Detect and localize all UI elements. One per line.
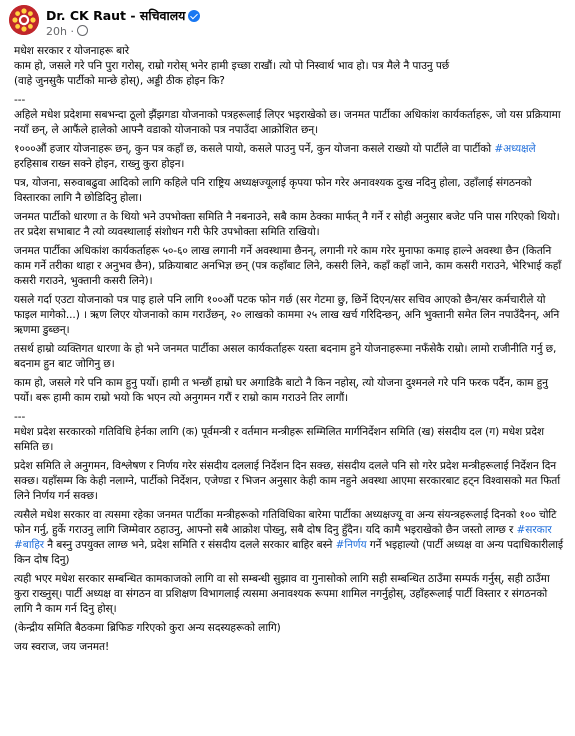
paragraph-text: गर्ने भइहाल्यो (पार्टी अध्यक्ष वा अन्य पदाधिकारीलाई किन दोष दिनु): [14, 539, 563, 566]
paragraph-cadres-capacity: जनमत पार्टीका अधिकांश कार्यकर्ताहरू ५०-६० लाख लगानी गर्ने अवस्थामा छैनन्, लगानी गरे काम गरेर मुनाफा कमाइ हाल्ने अवस्था छैन (कितनि काम गर्ने तरीका थाहा र अनुभव छैन), प्रक्रियाबाट अनभिज्ञ छन् (पत्र कहाँबाट लिने, कसरी लिने, कहाँ कहाँ जाने, काम कसरी गराउने, भेरिभाई कहाँ कसरी गराउने, भुक्तानी कसरी लिने)।: [14, 245, 561, 287]
paragraph-briefing-note: (केन्द्रीय समिति बैठकमा ब्रिफिङ गरिएको कुरा अन्य सदस्यहरूको लागि): [14, 622, 281, 634]
paragraph-text: हरहिसाब राख्न सक्ने होइन, राख्नु कुरा होइन।: [14, 158, 185, 170]
intro-title: मधेश सरकार र योजनाहरू बारे: [14, 45, 130, 57]
globe-icon: [77, 25, 88, 36]
intro-line-3: (वाहे जुनसुकै पार्टीको मान्छे होस्), अड्डी ठीक होइन कि?: [14, 75, 225, 87]
paragraph-work-done: काम हो, जसले गरे पनि काम हुनु पर्यो। हामी त भन्छौं हाम्रो घर अगाडिकै बाटो नै किन नहोस्, त्यो योजना दुश्मनले गरे पनि फरक पर्दैन, काम हुनु पर्यो। बरू हामी काम राम्रो भयो कि भएन त्यो अनुगमन गरौं र राम्रो काम गराउने तिर लागौं।: [14, 377, 548, 404]
hashtag-link[interactable]: #बाहिर: [14, 539, 44, 551]
paragraph-provincial-committee: प्रदेश समिति ले अनुगमन, विश्लेषण र निर्णय गरेर संसदीय दललाई निर्देशन दिन सक्छ, संसदीय दलले पनि सो गरेर प्रदेश मन्त्रीहरूलाई निर्देशन दिन सक्छ। यहाँसम्म कि केही नलाग्ने, पार्टीको निर्देशन, एजेण्डा र भिजन अनुसार केही काम नहुने अवस्था आएमा सरकारबाट हट्न विश्वासको मत फिर्ता लिने निर्णय गर्न सक्छ।: [14, 460, 560, 502]
separator: ---: [14, 94, 26, 106]
intro-paragraph: [14, 44, 566, 89]
paragraph-text: नै बस्नु उपयुक्त लाग्छ भने, प्रदेश समिति र संसदीय दलले सरकार बाहिर बस्ने: [43, 539, 336, 551]
avatar[interactable]: [9, 5, 39, 35]
hashtag-link[interactable]: #अध्यक्षले: [494, 143, 536, 155]
hashtag-link[interactable]: #सरकार: [516, 524, 552, 536]
post-meta: 20h ·: [46, 25, 88, 38]
post-timestamp[interactable]: 20h: [46, 25, 67, 38]
post-header: [0, 0, 575, 42]
paragraph-phone-calls: यसले गर्दा एउटा योजनाको पत्र पाइ हाले पनि लागि १००औं पटक फोन गर्छ (सर गेटमा छु, छिर्ने दिएन/सर सचिव आएको छैन/सर कर्मचारीले यो फाइल मागेको...) । ऋण लिएर योजनाको काम गराउँछन्, २० लाखको काममा २५ लाख खर्च गरिदिन्छन्, अनि भुक्तानी समेत लिन नपाउँदैनन्, अनि ऋणमा डुब्छन्।: [14, 294, 560, 336]
intro-line-2: काम हो, जसले गरे पनि पुरा गरोस्, राम्रो गरोस् भनेर हामी इच्छा राखौं। त्यो पो निस्वार्थ भाव हो। पत्र मैले नै पाउनु पर्छ: [14, 60, 450, 72]
paragraph-text: त्यसैले मधेश सरकार वा त्यसमा रहेका जनमत पार्टीका मन्त्रीहरूको गतिविधिका बारेमा पार्टीका अध्यक्षज्यू वा अन्य संयन्त्रहरूलाई दिनको १०० चोटि फोन गर्नु, हुर्के गराउनु लागि जिम्मेवार ठहाउनु, आफ्नो सबै आक्रोश पोख्नु, सबै दोष दिनु हुँदैन। यदि कामै भइराखेको छैन जस्तो लाग्छ र: [14, 509, 557, 536]
verified-badge-icon: [188, 10, 200, 22]
paragraph-personal-view: तसर्थ हाम्रो व्यक्तिगत धारणा के हो भने जनमत पार्टीका असल कार्यकर्ताहरू यस्ता बदनाम हुने योजनाहरूमा नफँसेकै राम्रो। लामो राजीनीति गर्नु छ, बदनाम हुन बाट जोगिनु छ।: [14, 343, 557, 370]
paragraph-plans-dispute: अहिले मधेश प्रदेशमा सबभन्दा ठूलो झैंझगडा योजनाको पत्रहरूलाई लिएर भइराखेको छ। जनमत पार्टीका अधिकांश कार्यकर्ताहरू, जो यस प्रक्रियामा नयाँ छन्, ले आफैंले हालेको आफ्नै वडाको योजनाको पत्र नपाउँदा आक्रोशित छन्।: [14, 109, 561, 136]
paragraph-contact-right-place: त्यही भएर मधेश सरकार सम्बन्धित कामकाजको लागि वा सो सम्बन्धी सुझाव वा गुनासोको लागि सही सम्बन्धित ठाउँमा सम्पर्क गर्नुस्, सही ठाउँमा कुरा राख्नुस्। पार्टी अध्यक्ष वा संगठन वा प्रशिक्षण विभागलाई त्यसमा अनावश्यक रूपमा शामिल नगर्नुहोस्, उहाँहरूलाई पार्टी विस्तार र संगठनको लागि नै काम गर्न दिनु होस्।: [14, 573, 550, 615]
separator: ---: [14, 411, 26, 423]
post-body: [14, 44, 566, 659]
author-name[interactable]: [46, 7, 200, 24]
party-logo-icon: [9, 5, 39, 35]
paragraph-party-view: जनमत पार्टीको धारणा त के थियो भने उपभोक्ता समिति नै नबनाउने, सबै काम ठेक्का मार्फत् नै गर्ने र सोही अनुसार बजेट पनि पास गरिएको थियो। तर प्रदेश सभाबाट नै त्यो व्यवस्थालाई संशोधन गरी फेरि उपभोक्ता समिति राखियो।: [14, 211, 560, 238]
hashtag-link[interactable]: #निर्णय: [335, 539, 367, 551]
paragraph-committees: मधेश प्रदेश सरकारको गतिविधि हेर्नका लागि (क) पूर्वमन्त्री र वर्तमान मन्त्रीहरू सम्मिलित मार्गनिर्देशन समिति (ख) संसदीय दल (ग) मधेश प्रदेश समिति छ।: [14, 426, 544, 453]
paragraph-text: १०००औं हजार योजनाहरू छन्, कुन पत्र कहाँ छ, कसले पायो, कसले पाउनु पर्ने, कुन योजना कसले राख्यो यो पार्टीले वा पार्टीको: [14, 143, 495, 155]
author-name-text[interactable]: Dr. CK Raut - सचिवालय: [46, 8, 186, 23]
paragraph-thousands-plans: [14, 142, 566, 172]
closing-slogan: जय स्वराज, जय जनमत!: [14, 641, 110, 653]
paragraph-dont-call-chair: पत्र, योजना, सरुवाबढुवा आदिको लागि कहिले पनि राष्ट्रिय अध्यक्षज्यूलाई कृपया फोन गरेर अनावश्यक दुःख नदिनु होला, उहाँलाई संगठनको विस्तारका लागि नै छोडिदिनु होला।: [14, 177, 532, 204]
paragraph-government-exit: [14, 508, 566, 568]
